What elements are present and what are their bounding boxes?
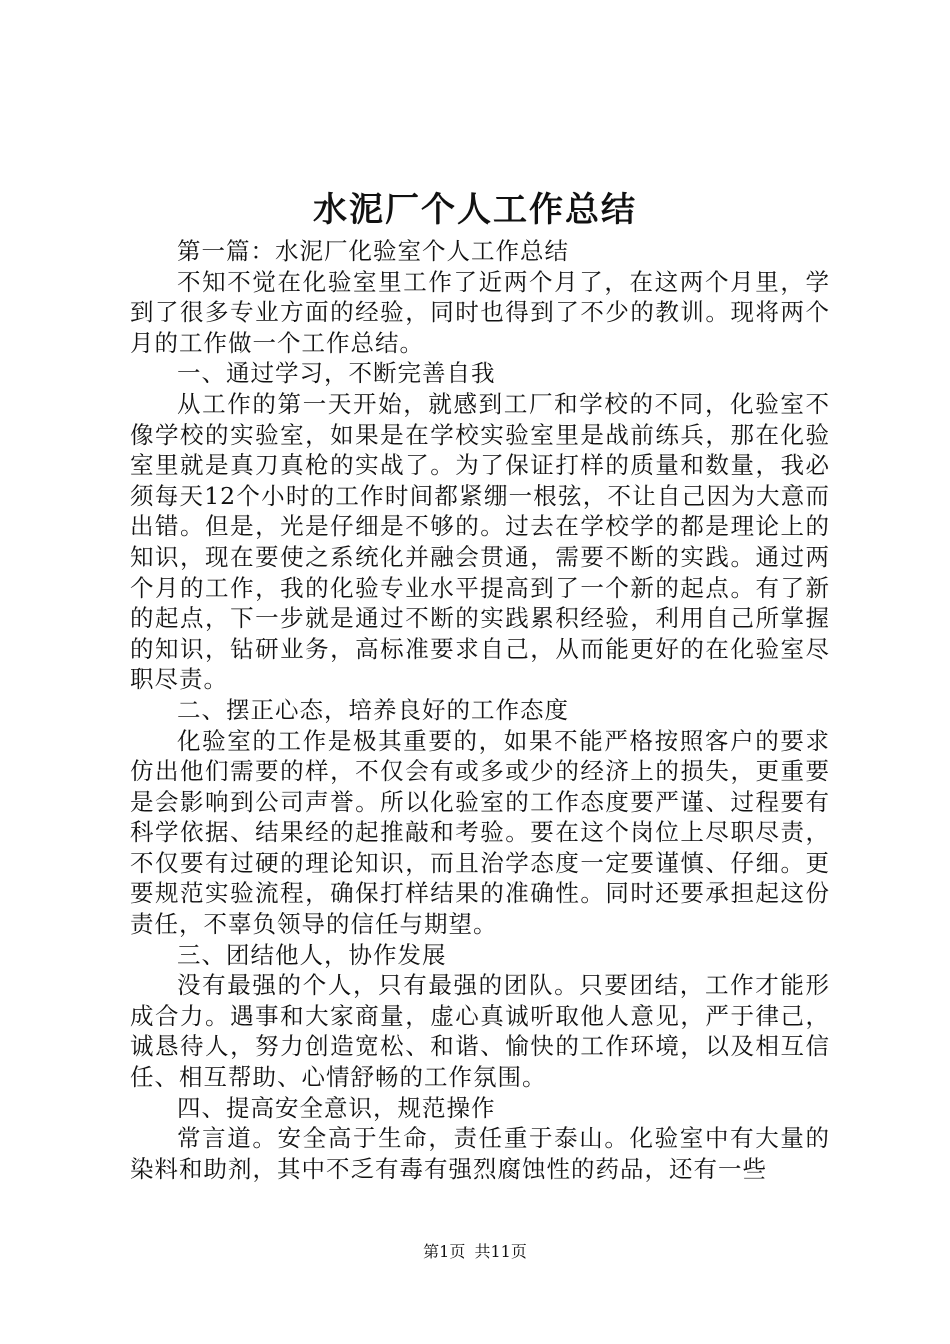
page-number: 第1页 [423, 1242, 466, 1261]
paragraph: 不知不觉在化验室里工作了近两个月了，在这两个月里，学到了很多专业方面的经验，同时也得到了不少的教训。现将两个月的工作做一个工作总结。 [130, 267, 830, 357]
section-heading: 三、团结他人，协作发展 [177, 940, 447, 969]
section-heading: 一、通过学习，不断完善自我 [177, 359, 496, 388]
section-heading: 四、提高安全意识，规范操作 [177, 1093, 496, 1122]
document-title: 水泥厂个人工作总结 [313, 190, 637, 230]
page-total: 共11页 [474, 1242, 527, 1261]
paragraph: 常言道。安全高于生命，责任重于泰山。化验室中有大量的染料和助剂，其中不乏有毒有强烈腐蚀性的药品，还有一些 [130, 1124, 830, 1183]
paragraph: 从工作的第一天开始，就感到工厂和学校的不同，化验室不像学校的实验室，如果是在学校实验室里是战前练兵，那在化验室里就是真刀真枪的实战了。为了保证打样的质量和数量，我必须每天12个小时的工作时间都紧绷一根弦，不让自己因为大意而出错。但是，光是仔细是不够的。过去在学校学的都是理论上的知识，现在要使之系统化并融会贯通，需要不断的实践。通过两个月的工作，我的化验专业水平提高到了一个新的起点。有了新的起点，下一步就是通过不断的实践累积经验，利用自己所掌握的知识，钻研业务，高标准要求自己，从而能更好的在化验室尽职尽责。 [130, 389, 830, 694]
page-footer [0, 1240, 950, 1264]
paragraph: 化验室的工作是极其重要的，如果不能严格按照客户的要求仿出他们需要的样，不仅会有或多或少的经济上的损失，更重要是会影响到公司声誉。所以化验室的工作态度要严谨、过程要有科学依据、结果经的起推敲和考验。要在这个岗位上尽职尽责，不仅要有过硬的理论知识，而且治学态度一定要谨慎、仔细。更要规范实验流程，确保打样结果的准确性。同时还要承担起这份责任，不辜负领导的信任与期望。 [130, 726, 830, 939]
section-heading: 第一篇：水泥厂化验室个人工作总结 [177, 237, 569, 265]
section-heading: 二、摆正心态，培养良好的工作态度 [177, 695, 569, 724]
paragraph: 没有最强的个人，只有最强的团队。只要团结，工作才能形成合力。遇事和大家商量，虚心真诚听取他人意见，严于律己，诚恳待人，努力创造宽松、和谐、愉快的工作环境，以及相互信任、相互帮助、心情舒畅的工作氛围。 [130, 971, 830, 1092]
document-body [130, 236, 830, 1184]
